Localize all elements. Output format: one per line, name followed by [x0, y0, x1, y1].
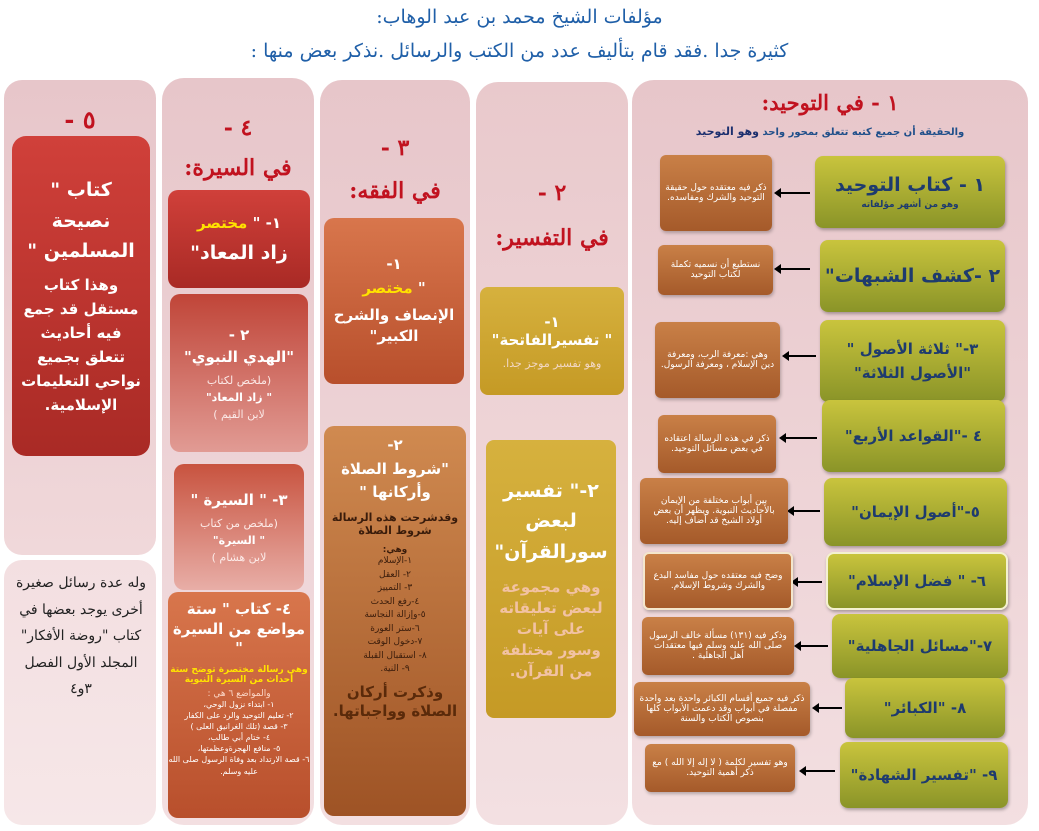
tawhid-item-1-title: ١ - كتاب التوحيد: [834, 174, 986, 196]
sira-item-4-title: ٤- كتاب " ستة مواضع من السيرة ": [172, 600, 306, 657]
tafsir-item-2-sub: وهي مجموعة لبعض تعليقاته على آيات وسور مختلفة من القرآن.: [499, 578, 603, 681]
sira-item-3-sub2: " السيرة": [212, 533, 266, 547]
tawhid-item-4-title: ٤ -"القواعد الأربع": [844, 427, 983, 445]
fiqh-conditions-list: [363, 555, 426, 677]
sira-events-list: [168, 699, 310, 777]
tawhid-note-2: نستطيع أن نسميه تكملة لكتاب التوحيد: [658, 245, 773, 295]
fiqh-condition: ٣- التمييز: [377, 583, 413, 593]
tafsir-item-2: [486, 440, 616, 718]
header-line-1: مؤلفات الشيخ محمد بن عبد الوهاب:: [376, 6, 663, 28]
sira-item-3-sub1: (ملخص من كتاب: [200, 516, 278, 530]
fiqh-condition: ٨- استقبال القبلة: [363, 650, 427, 661]
tawhid-note-6: وضح فيه معتقده حول مفاسد البدع والشرك وشروط الإسلام.: [643, 552, 793, 610]
fiqh-item-1-num: ١-: [386, 255, 402, 273]
arrow-8: [818, 707, 842, 709]
other-item-1-title: كتاب " نصيحة المسلمين ": [27, 179, 135, 263]
fiqh-condition: ٩- النية.: [380, 664, 410, 674]
tawhid-item-6-title: ٦- " فضل الإسلام": [847, 572, 987, 590]
tawhid-item-9-title: ٩- "تفسير الشهادة": [850, 766, 998, 784]
col1-subtitle-b: وهو التوحيد: [695, 125, 759, 138]
col1-subtitle: [640, 125, 1020, 138]
sira-item-1: [168, 190, 310, 288]
fiqh-item-1-highlight: مختصر: [362, 279, 413, 297]
tawhid-note-4: ذكر في هذه الرسالة اعتقاده في بعض مسائل التوحيد.: [658, 415, 776, 473]
tawhid-item-5: [824, 478, 1007, 546]
fiqh-item-2-title: "شروط الصلاة وأركانها ": [341, 460, 449, 501]
col4-title-num: ٤ -: [223, 115, 253, 141]
arrow-1: [780, 192, 810, 194]
other-note: وله عدة رسائل صغيرة أخرى يوجد بعضها في كتاب "روضة الأفكار" المجلد الأول الفصل ٣و٤: [15, 575, 147, 698]
arrow-5: [793, 510, 820, 512]
fiqh-condition: ٢- العقل: [379, 569, 411, 580]
arrow-6: [797, 581, 822, 583]
sira-item-1-highlight: مختصر: [197, 214, 248, 232]
arrow-2: [780, 268, 810, 270]
sira-event: ٤- ختام أبي طالب،: [207, 733, 271, 743]
arrow-7: [800, 645, 828, 647]
fiqh-item-2-list-head: وهي:: [382, 545, 408, 555]
tafsir-item-1-num: ١-: [544, 312, 560, 331]
tawhid-item-7: [832, 614, 1008, 678]
tafsir-item-1: [480, 287, 624, 395]
fiqh-condition: ٥-وإزالة النجاسة: [364, 610, 426, 620]
sira-item-2-num: ٢ -: [228, 325, 250, 344]
arrow-4: [785, 437, 817, 439]
sira-event: ٦- قصة الارتداد بعد وفاة الرسول صلى الله عليه وسلم.: [168, 755, 310, 776]
fiqh-item-1-pre: ": [412, 279, 426, 297]
fiqh-item-2-desc: وقدشرحت هذه الرسالة شروط الصلاة: [331, 511, 459, 537]
sira-item-2: [170, 294, 308, 452]
tawhid-item-3-title: ٣-" ثلاثة الأصول ": [846, 340, 979, 358]
tafsir-item-2-title: ٢-" تفسير لبعض سورالقرآن": [494, 479, 608, 563]
tawhid-note-9: وهو تفسير لكلمة ( لا إله إلا الله ) مع ذكر أهمية التوحيد.: [645, 744, 795, 792]
other-item-1-desc: وهذا كتاب مستقل قد جمع فيه أحاديث تتعلق بجميع نواحي التعليمات الإسلامية.: [21, 275, 141, 414]
tawhid-item-8-title: ٨- "الكبائر": [883, 699, 967, 717]
fiqh-condition: ٧-دخول الوقت: [367, 637, 423, 647]
sira-event: ٢- تعليم التوحيد والرد على الكفار: [184, 710, 294, 720]
sira-item-1-heading: [197, 214, 281, 232]
col2-title-num: ٢ -: [537, 180, 567, 206]
sira-item-4: [168, 592, 310, 818]
arrow-9: [805, 770, 835, 772]
tawhid-note-5: بين أبواب مختلفة من الإيمان بالأحاديث النبوية. ويظهر أن بعض أولاد الشيخ قد أضاف إليه.: [640, 478, 788, 544]
fiqh-item-1: [324, 218, 464, 384]
tawhid-note-1: ذكر فيه معتقده حول حقيقة التوحيد والشرك ومفاسده.: [660, 155, 772, 231]
fiqh-condition: ١-الإسلام: [377, 556, 413, 566]
tawhid-item-1: [815, 156, 1005, 228]
other-item-1: [12, 136, 150, 456]
sira-event: ٥- منافع الهجرةوعظمتها،: [197, 744, 281, 754]
fiqh-item-1-title: الإنصاف والشرح الكبير": [333, 306, 455, 345]
sira-item-2-sub2: " زاد المعاد": [205, 390, 273, 404]
sira-item-3: [174, 464, 304, 590]
sira-item-3-title: ٣- " السيرة ": [190, 490, 288, 509]
fiqh-condition: ٤-رفع الحدث: [370, 596, 420, 607]
tawhid-item-3-sub: "الأصول الثلاثة": [853, 364, 972, 382]
sira-item-3-sub3: لابن هشام ): [211, 550, 267, 564]
col2-title: في التفسير:: [495, 225, 609, 251]
col3-title-num: ٣ -: [380, 135, 410, 161]
tawhid-item-2: [820, 240, 1005, 312]
tafsir-item-1-title: " تفسيرالفاتحة": [491, 330, 613, 349]
tawhid-item-1-sub: وهو من أشهر مؤلفاته: [861, 200, 959, 210]
sira-item-1-pre: ١- ": [247, 214, 281, 232]
fiqh-item-2-num: ٢-: [387, 436, 403, 454]
tawhid-item-3: [820, 320, 1005, 402]
sira-item-2-sub3: لابن القيم ): [213, 407, 265, 421]
tawhid-item-7-title: ٧-"مسائل الجاهلية": [847, 637, 993, 655]
tawhid-note-3: وهي :معرفة الرب، ومعرفة دين الإسلام ، ومعرفة الرسول.: [655, 322, 780, 398]
tawhid-item-8: [845, 678, 1005, 738]
arrow-3: [788, 355, 816, 357]
sira-item-1-title: زاد المعاد": [190, 242, 288, 264]
fiqh-item-2: [324, 426, 466, 816]
fiqh-item-2-footer: وذكرت أركان الصلاة وواجباتها.: [332, 682, 458, 720]
sira-item-2-title: "الهدي النبوي": [183, 347, 295, 366]
tawhid-item-4: [822, 400, 1005, 472]
sira-item-4-list-head: والمواضع ٦ هي :: [207, 688, 271, 699]
col5-title-num: ٥ -: [64, 105, 96, 134]
col1-title: ١ - في التوحيد:: [761, 90, 899, 115]
header-line-2: كثيرة جدا .فقد قام بتأليف عدد من الكتب والرسائل .نذكر بعض منها :: [250, 40, 789, 62]
tawhid-note-7: وذكر فيه (١٣١) مسألة خالف الرسول صلى الله عليه وسلم فيها معتقدات أهل الجاهلية .: [642, 617, 794, 675]
tawhid-item-2-title: ٢ -كشف الشبهات": [824, 265, 1001, 287]
fiqh-condition: ٦-ستر العورة: [370, 623, 420, 634]
col4-title: في السيرة:: [184, 155, 292, 181]
sira-event: ٣- قصة (تلك الغرانيق العلى ): [190, 721, 288, 731]
tawhid-item-5-title: ٥-"أصول الإيمان": [851, 503, 980, 521]
tawhid-item-6: [826, 552, 1008, 610]
tawhid-item-9: [840, 742, 1008, 808]
sira-item-4-desc: وهي رسالة مختصرة توضح ستة أحداث من السيرة النبوية: [170, 664, 308, 685]
col3-title: في الفقه:: [349, 178, 441, 204]
tawhid-note-8: ذكر فيه جميع أقسام الكبائر واحدة بعد واحدة مفصلة في أبواب وقد دعمت الأبواب كلها بنصوص الكتاب والسنة: [634, 682, 810, 736]
tafsir-item-1-sub: وهو تفسير موجز جدا.: [502, 356, 602, 370]
fiqh-item-1-heading: [362, 279, 425, 297]
sira-event: ١- ابتداء نزول الوحي،: [203, 699, 275, 709]
sira-item-2-sub1: (ملخص لكتاب: [206, 373, 272, 387]
col1-subtitle-a: والحقيقة أن جميع كتبه تتعلق بمحور واحد: [759, 127, 965, 138]
